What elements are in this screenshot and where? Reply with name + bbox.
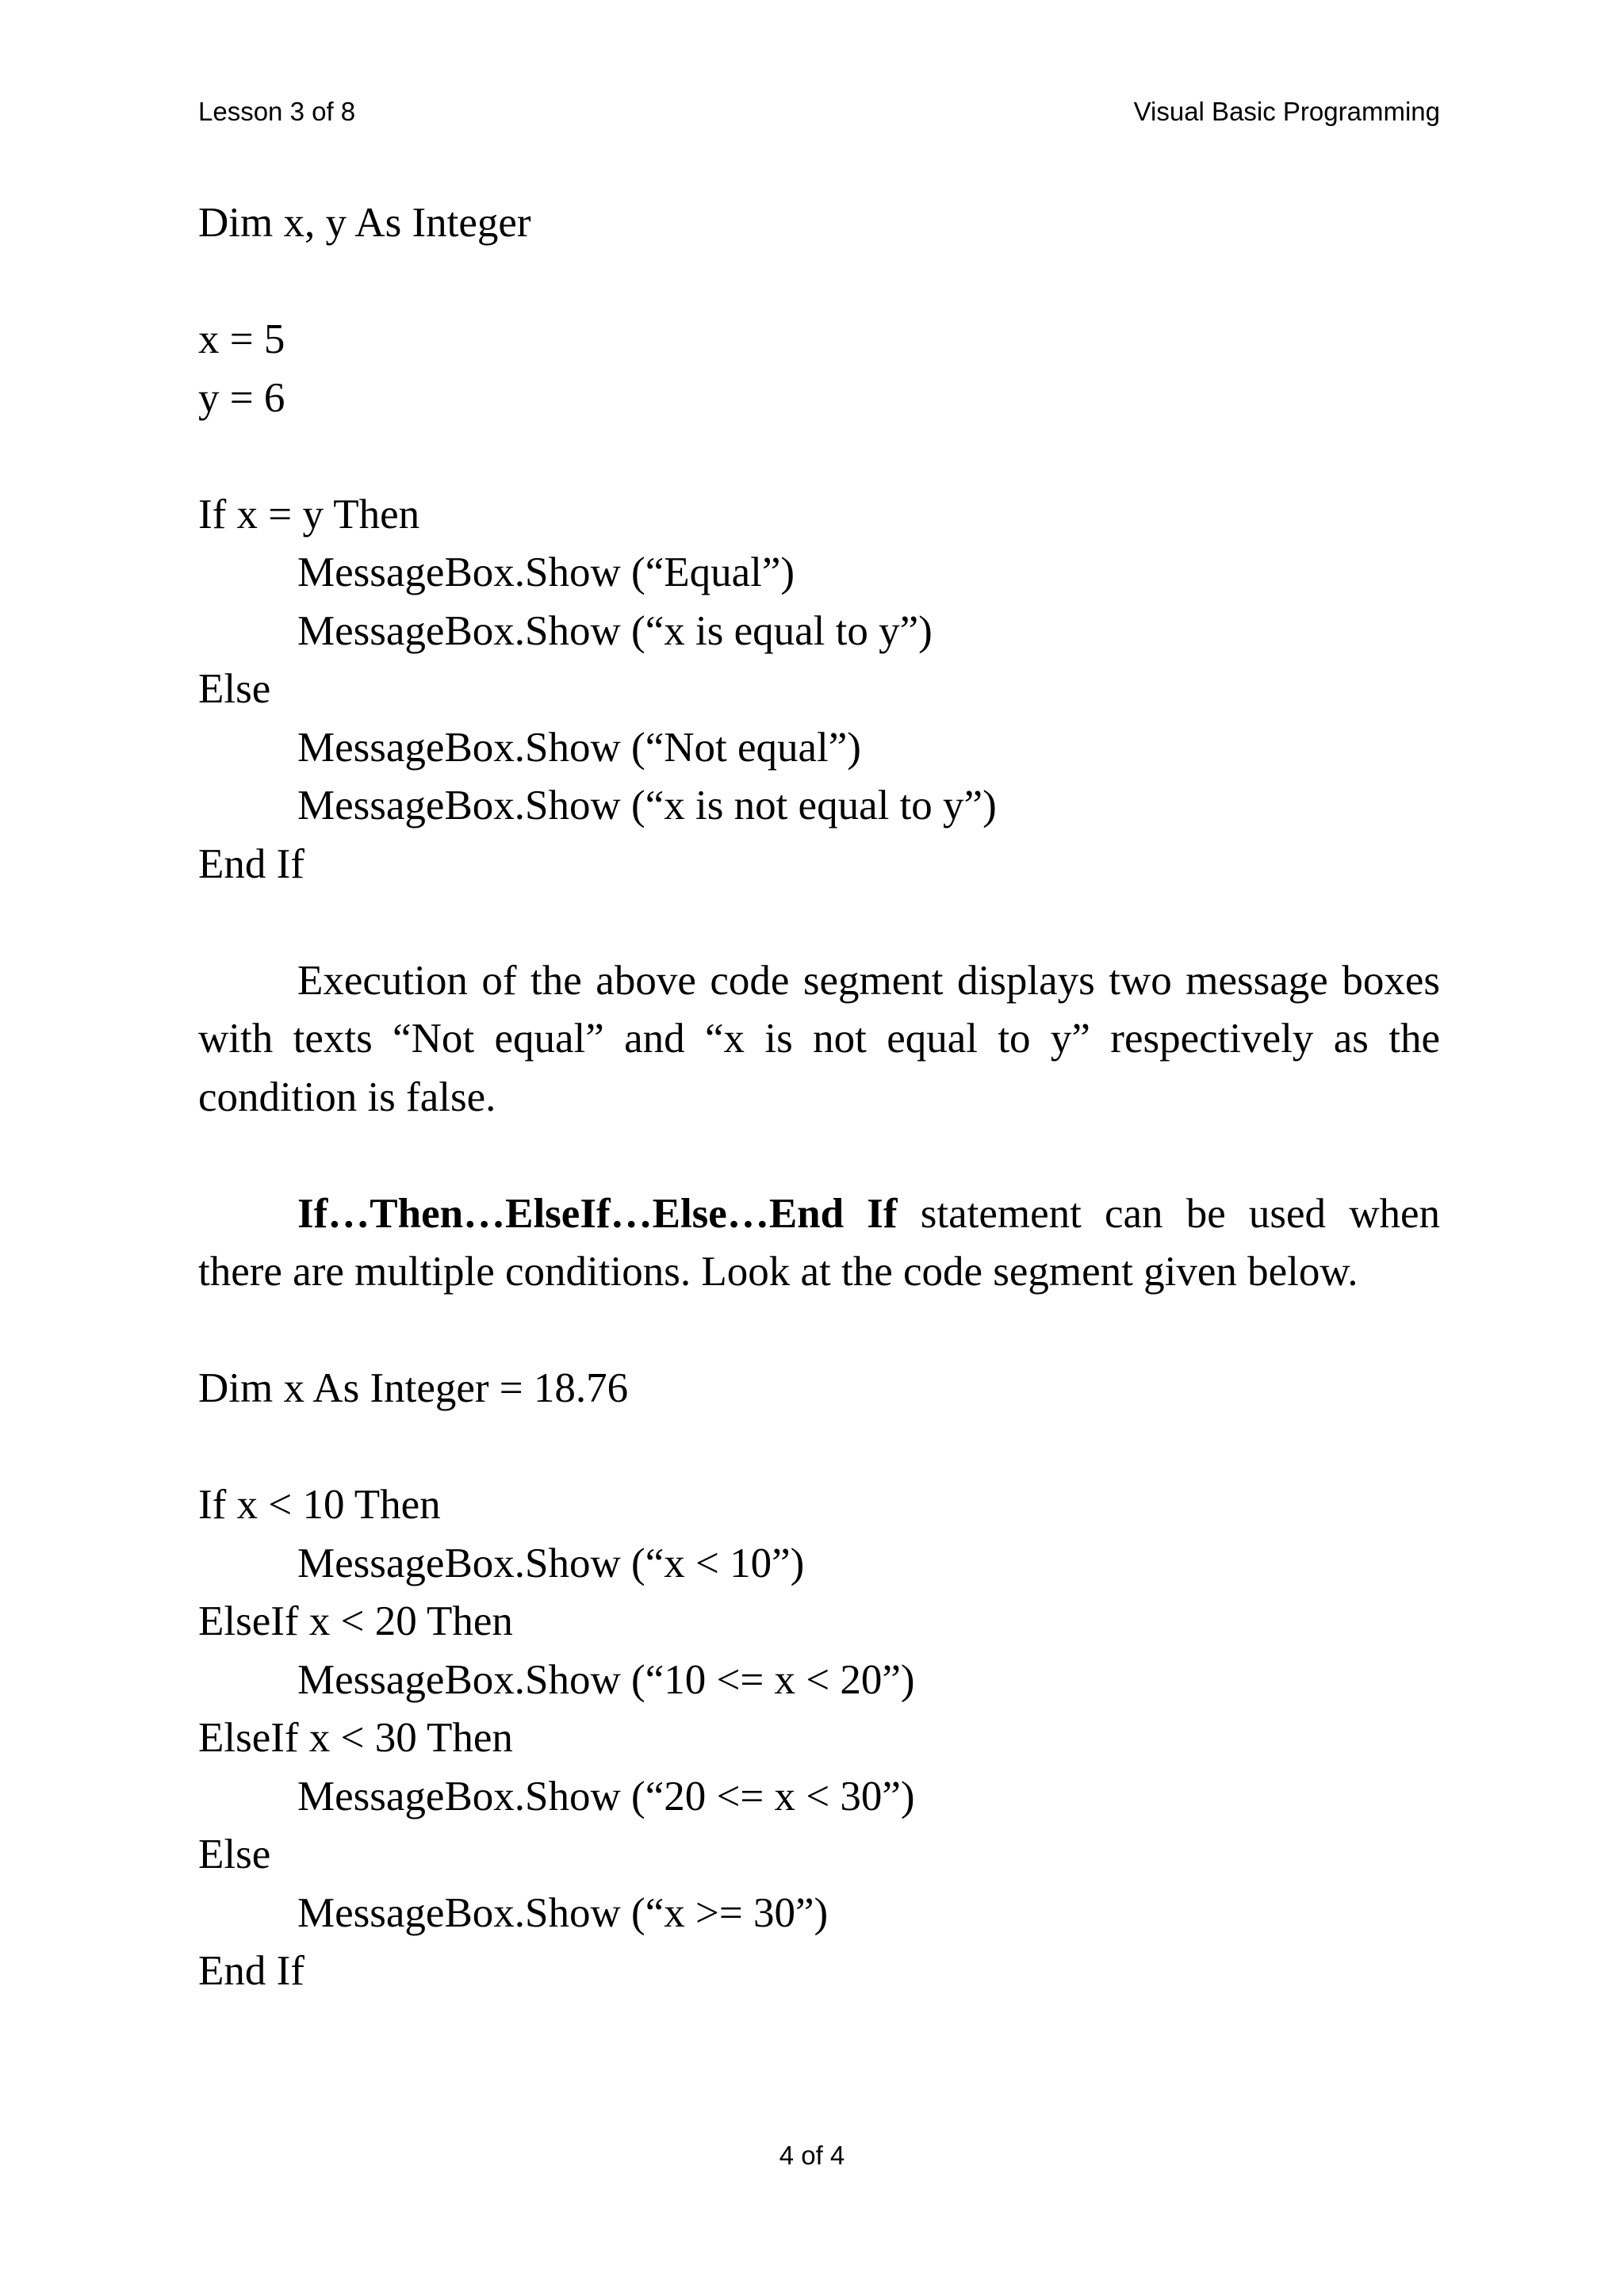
paragraph-elseif [198,1185,1440,1302]
code-line: End If [198,1948,304,1994]
code-line: ElseIf x < 20 Then [198,1598,513,1644]
lesson-label: Lesson 3 of 8 [198,97,356,126]
code-line: ElseIf x < 30 Then [198,1715,513,1761]
code-line: MessageBox.Show (“Equal”) [297,549,795,595]
paragraph-elseif-text: statement can be used when there are multiple conditions. Look at the code segment given below. [198,1190,1441,1295]
code-line: If x < 10 Then [198,1482,441,1528]
blank-line [198,1302,1440,1360]
page-header [198,97,1440,136]
code-line: x = 5 [198,316,285,362]
keyword-elseif-statement: If…Then…ElseIf…Else…End If [297,1190,898,1237]
blank-line [198,1127,1440,1185]
code-line: MessageBox.Show (“x is equal to y”) [297,607,933,654]
page-body [198,194,1440,2001]
code-line: Dim x As Integer = 18.76 [198,1365,629,1411]
code-line: MessageBox.Show (“x is not equal to y”) [297,783,997,828]
code-line: MessageBox.Show (“10 <= x < 20”) [297,1656,915,1703]
blank-line [198,427,1440,486]
code-block-elseif [198,1360,1440,2001]
code-line: MessageBox.Show (“x < 10”) [297,1540,805,1586]
blank-line [198,894,1440,952]
code-line: MessageBox.Show (“x >= 30”) [297,1889,829,1936]
paragraph-execution: Execution of the above code segment displays two message boxes with texts “Not equal” and “x is not equal to y” respectively as the condition is false. [198,957,1440,1120]
page-number: 4 of 4 [779,2141,845,2170]
course-title: Visual Basic Programming [1133,97,1440,126]
blank-line [198,1418,1440,1477]
blank-line [198,253,1440,312]
code-line: MessageBox.Show (“Not equal”) [297,724,861,771]
code-line: End If [198,840,304,887]
code-line: Else [198,1831,271,1877]
code-line: Else [198,666,271,712]
code-line: y = 6 [198,374,285,421]
code-line: Dim x, y As Integer [198,200,531,246]
code-line: MessageBox.Show (“20 <= x < 30”) [297,1773,915,1820]
code-line: If x = y Then [198,491,420,538]
code-block-if-else [198,194,1440,894]
